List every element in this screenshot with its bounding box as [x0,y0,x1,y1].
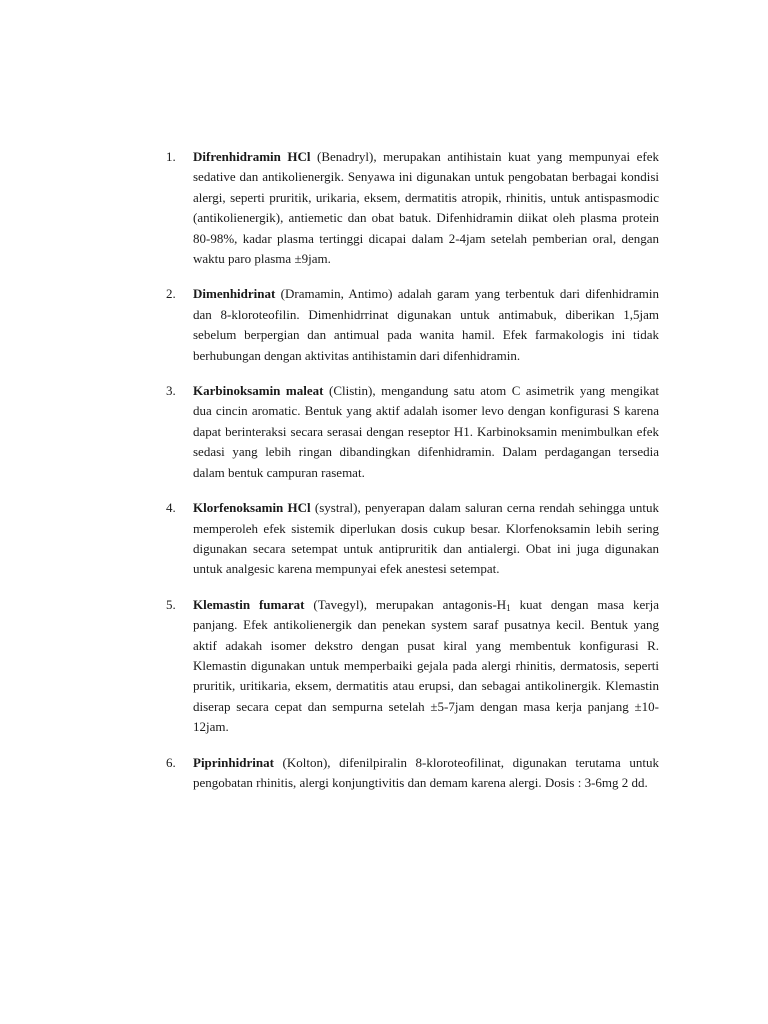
item-description-part: (Tavegyl), merupakan antagonis-H [304,596,507,612]
drug-name: Dimenhidrinat [193,286,276,302]
item-description: (Benadryl), merupakan antihistain kuat yang mempunyai efek sedative dan antikolienergik. Senyawa ini digunakan untuk pengobatan berbagai kondisi alergi, seperti pruritik, urikaria, eksem, dermatitis atropik, rhinitis, untuk antispasmodic (antikolienergik), antiemetic dan obat batuk. Difenhidramin diikat oleh plasma protein 80-98%, kadar plasma tertinggi dicapai dalam 2-4jam setelah pemberian oral, dengan waktu paro plasma ±9jam. [193,149,659,267]
drug-name: Klorfenoksamin HCl [193,500,311,516]
item-number: 1. [166,149,176,164]
item-number: 4. [166,500,176,516]
item-description: (systral), penyerapan dalam saluran cerna rendah sehingga untuk memperoleh efek sistemik diperlukan dosis cukup besar. Klorfenoksamin lebih sering digunakan secara setempat untuk antipruritik dan antialergi. Obat ini juga digunakan untuk analgesic karena mempunyai efek anestesi setempat. [193,500,659,577]
item-number: 2. [166,286,176,302]
subscript: 1 [506,602,511,613]
antihistamine-list [166,147,659,808]
list-item [166,284,659,366]
list-item [166,595,659,738]
drug-name: Karbinoksamin maleat [193,383,324,399]
list-item [166,753,659,794]
item-number: 6. [166,754,176,770]
drug-name: Difrenhidramin HCl [193,149,311,164]
list-item [166,147,659,269]
drug-name: Piprinhidrinat [193,754,274,770]
item-number: 3. [166,383,176,399]
list-item [166,498,659,580]
list-item [166,381,659,483]
item-description: (Clistin), mengandung satu atom C asimetrik yang mengikat dua cincin aromatic. Bentuk yang aktif adalah isomer levo dengan konfigurasi S karena dapat berinteraksi secara serasai dengan reseptor H1. Karbinoksamin menimbulkan efek sedasi yang lebih ringan dibandingkan difenhidramin. Dalam perdagangan tersedia dalam bentuk campuran rasemat. [193,383,659,480]
drug-name: Klemastin fumarat [193,596,305,612]
item-description: (Dramamin, Antimo) adalah garam yang terbentuk dari difenhidramin dan 8-kloroteofilin. Dimenhidrrinat digunakan untuk antimabuk, diberikan 1,5jam sebelum berpergian dan antimual pada wanita hamil. Efek farmakologis ini tidak berhubungan dengan aktivitas antihistamin dari difenhidramin. [193,286,659,363]
item-number: 5. [166,596,176,612]
item-description-part: kuat dengan masa kerja panjang. Efek antikolienergik dan penekan system saraf pusatnya kecil. Bentuk yang aktif adakah isomer dekstro dengan pusat kiral yang membentuk konfigurasi R. Klemastin digunakan untuk memperbaiki gejala pada alergi rhinitis, dermatosis, seperti pruritik, uritikaria, eksem, dermatitis atau erupsi, dan sebagai antikolinergik. Klemastin diserap secara cepat dan sempurna setelah ±5-7jam dengan masa kerja panjang ±10-12jam. [193,596,660,735]
item-description: (Kolton), difenilpiralin 8-kloroteofilinat, digunakan terutama untuk pengobatan rhinitis, alergi konjungtivitis dan demam karena alergi. Dosis : 3-6mg 2 dd. [193,754,659,790]
